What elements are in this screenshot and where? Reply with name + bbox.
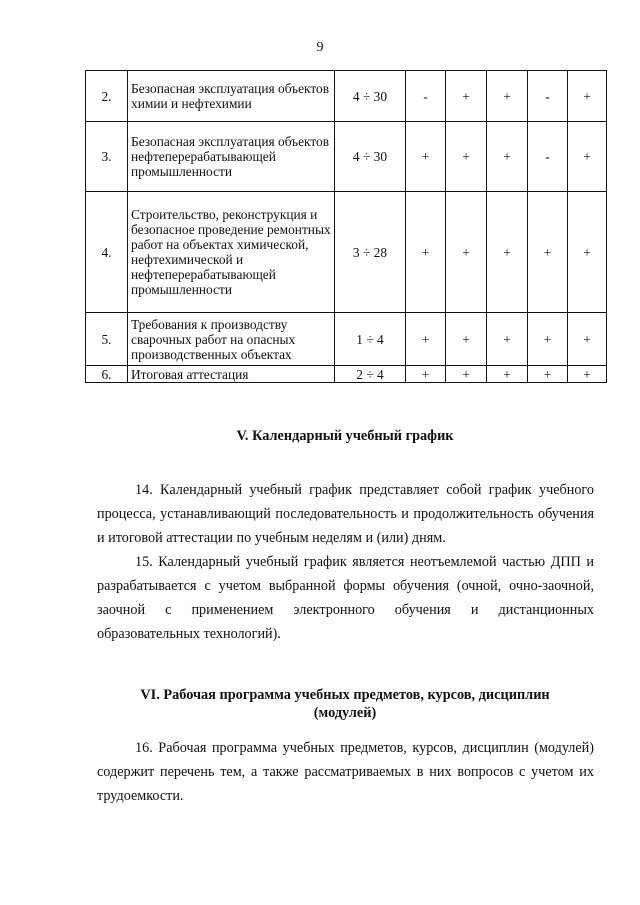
form-mark: + <box>568 71 607 122</box>
program-title: Строительство, реконструкция и безопасное проведение ремонтных работ на объектах химической, нефтехимической и нефтеперерабатывающей промышленности <box>128 192 335 313</box>
form-mark: - <box>528 122 568 192</box>
table-row <box>86 192 607 313</box>
form-mark: + <box>446 122 487 192</box>
paragraph-14: 14. Календарный учебный график представляет собой график учебного процесса, устанавливающий последовательность и продолжительность обучения и итоговой аттестации по учебным неделям и (или) дням. <box>97 482 594 546</box>
row-number: 3. <box>86 122 128 192</box>
form-mark: + <box>446 71 487 122</box>
form-mark: + <box>446 192 487 313</box>
form-mark: + <box>406 192 446 313</box>
form-mark: + <box>406 122 446 192</box>
row-number: 2. <box>86 71 128 122</box>
form-mark: + <box>528 366 568 383</box>
form-mark: - <box>406 71 446 122</box>
form-mark: + <box>487 366 528 383</box>
row-number: 6. <box>86 366 128 383</box>
form-mark: + <box>487 71 528 122</box>
form-mark: + <box>487 122 528 192</box>
program-title: Безопасная эксплуатация объектов химии и нефтехимии <box>128 71 335 122</box>
program-hours: 3 ÷ 28 <box>335 192 406 313</box>
program-hours: 1 ÷ 4 <box>335 313 406 366</box>
table-row <box>86 313 607 366</box>
form-mark: + <box>568 366 607 383</box>
form-mark: + <box>487 192 528 313</box>
form-mark: + <box>568 122 607 192</box>
form-mark: + <box>528 313 568 366</box>
program-title: Безопасная эксплуатация объектов нефтеперерабатывающей промышленности <box>128 122 335 192</box>
form-mark: + <box>487 313 528 366</box>
form-mark: + <box>446 313 487 366</box>
form-mark: - <box>528 71 568 122</box>
form-mark: + <box>406 313 446 366</box>
program-title: Требования к производству сварочных работ на опасных производственных объектах <box>128 313 335 366</box>
section-heading: VI. Рабочая программа учебных предметов, курсов, дисциплин (модулей) <box>140 687 550 721</box>
program-hours: 2 ÷ 4 <box>335 366 406 383</box>
form-mark: + <box>406 366 446 383</box>
paragraph-15: 15. Календарный учебный график является неотъемлемой частью ДПП и разрабатывается с учетом выбранной формы обучения (очной, очно-заочной, заочной с применением электронного обучения и дистанционных образовательных технологий). <box>97 554 594 642</box>
form-mark: + <box>446 366 487 383</box>
form-mark: + <box>528 192 568 313</box>
form-mark: + <box>568 192 607 313</box>
table-row <box>86 71 607 122</box>
section-heading: V. Календарный учебный график <box>236 428 454 444</box>
row-number: 5. <box>86 313 128 366</box>
program-title: Итоговая аттестация <box>128 366 335 383</box>
row-number: 4. <box>86 192 128 313</box>
paragraph-16: 16. Рабочая программа учебных предметов, курсов, дисциплин (модулей) содержит перечень тем, а также рассматриваемых в них вопросов с учетом их трудоемкости. <box>97 740 594 804</box>
table-row <box>86 122 607 192</box>
table-row <box>86 366 607 383</box>
program-hours: 4 ÷ 30 <box>335 71 406 122</box>
form-mark: + <box>568 313 607 366</box>
programs-table <box>85 70 607 383</box>
page-number: 9 <box>316 40 324 55</box>
program-hours: 4 ÷ 30 <box>335 122 406 192</box>
